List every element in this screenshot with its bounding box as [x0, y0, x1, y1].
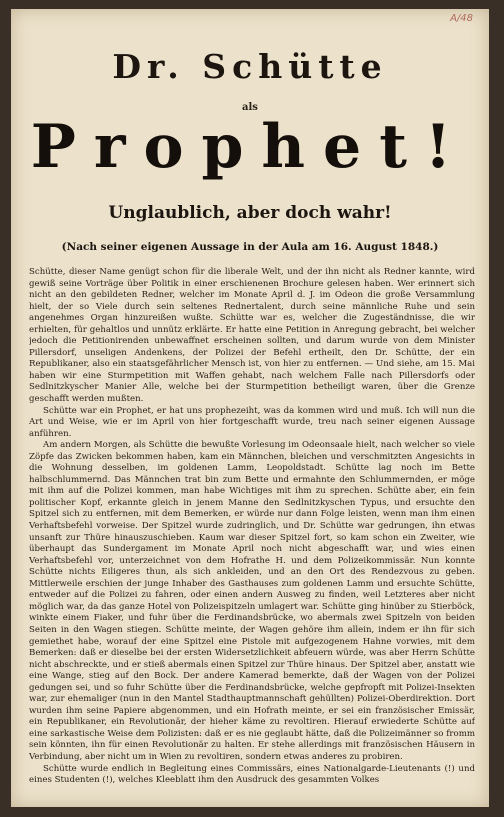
archive-pencil-mark: A/48 — [450, 13, 473, 24]
heading-source-line: (Nach seiner eigenen Aussage in der Aula am 16. August 1848.) — [61, 241, 439, 253]
paragraph: Am andern Morgen, als Schütte die bewußte Vorlesung im Odeonsaale hielt, nach welcher so viele Zöpfe das Zwicken bekommen haben, kam ein Männchen, bleichen und verschmitzten Angesichts in die Wohnung desselben, im goldenen Lamm, Leopoldstadt. Schütte lag noch im Bette halbschlummernd. Das Männchen trat bin zum Bette und ermahnte den Schlummernden, er möge mit ihm auf die Polizei kommen, man habe Wichtiges mit ihm zu sprechen. Schütte aber, ein fein politischer Kopf, erkannte gleich in jenem Manne den Sedlnitzkyschen Typus, und ersuchte den Spitzel sich zu entfernen, mit dem Bemerken, er würde nur dann Folge leisten, wenn man ihm einen Verhaftsbefehl vorweise. Der Spitzel wurde zudringlich, und Dr. Schütte war gedrungen, ihn etwas unsanft zur Thüre hinauszuschieben. Kaum war dieser Spitzel fort, so kam schon ein Zweiter, wie überhaupt das Sundergament im Monate April noch nicht abgeschafft war, und wies einen Verhaftsbefehl vor, unterzeichnet von dem Hofrathe H. und dem Polizeikommissär. Nun konnte Schütte nichts Eiligeres thun, als sich ankleiden, und an den Ort des Rendezvous zu geben. Mittlerweile erschien der junge Inhaber des Gasthauses zum goldenen Lamm und ersuchte Schütte, entweder auf die Polizei zu fahren, oder einen andern Ausweg zu finden, weil Letzteres aber nicht möglich war, da das ganze Hotel von Polizeispitzeln umlagert war. Schütte ging hinüber zu Stierböck, winkte einem Fiaker, und fuhr über die Ferdinandsbrücke, wo abermals zwei Spitzeln von beiden Seiten in den Wagen stiegen. Schütte meinte, der Wagen gehöre ihm allein, indem er ihn für sich gemiethet habe, worauf der eine Spitzel eine Pistole mit aufgezogenem Hahne vorwies, mit dem Bemerken: daß er dieselbe bei der ersten Widersetzlichkeit abfeuern würde, was aber Herrn Schütte nicht abschreckte, und er stieß abermals einen Spitzel zur Thüre hinaus. Der Spitzel aber, anstatt wie eine Wange, stieg auf den Bock. Der andere Kamerad bemerkte, daß der Wagen von der Polizei gedungen sei, und so fuhr Schütte über die Ferdinandsbrücke, welche gepfropft mit Polizei-Insekten war, zur ehemaliger (nun in den Mantel Stadthauptmannschaft gehüllten) Polizei-Oberdirektion. Dort wurden ihm seine Papiere abgenommen, und ein Hofrath meinte, er sei ein französischer Emissär, ein Republikaner, ein Revolutionär, der hieher käme zu revoltiren. Hierauf erwiederte Schütte auf eine sarkastische Weise dem Polizisten: daß er es nie geglaubt hätte, daß die Polizeimänner so fromm sein könnten, ihn für einen Revolutionär zu halten. Er stehe allerdings mit französischen Häusern in Verbindung, aber nicht um in Wien zu revoltiren, sondern etwas anderes zu probiren. — [29, 440, 475, 762]
paragraph: Schütte wurde endlich in Begleitung eines Commissärs, eines Nationalgarde-Lieutenants (!) und eines Studenten (!), welches Kleeblatt ihm den Ausdruck des gesammten Volkes — [29, 763, 475, 786]
paragraph: Schütte war ein Prophet, er hat uns prophezeiht, was da kommen wird und muß. Ich will nun die Art und Weise, wie er im April von hier fortgeschafft wurde, treu nach seiner eigenen Aussage anführen. — [29, 405, 475, 439]
article-body — [29, 267, 475, 799]
heading-subtitle: Unglaublich, aber doch wahr! — [108, 203, 392, 223]
broadside-sheet — [11, 9, 489, 807]
heading-als: als — [242, 102, 258, 113]
paragraph: Schütte, dieser Name genügt schon für die liberale Welt, und der ihn nicht als Redner kannte, wird gewiß seine Vorträge über Politik in einer erschienenen Brochure gelesen haben. Wer erinnert sich nicht an den gebildeten Redner, welcher im Monate April d. J. im Odeon die große Versammlung hielt, der so Viele durch sein seltenes Rednertalent, durch seine männliche Ruhe und sein angenehmes Organ hinzureißen wußte. Schütte war es, welcher die Zugeständnisse, die wir erhielten, für gehaltlos und unnütz erklärte. Er hatte eine Petition in Anregung gebracht, bei welcher jedoch die Petitionirenden unbewaffnet erscheinen sollten, und darum wurde von dem Minister Pillersdorf, unseligen Andenkens, der Polizei der Befehl ertheilt, den Dr. Schütte, der ein Republikaner, also ein staatsgefährlicher Mensch ist, von hier zu entfernen. — Und siehe, am 15. Mai haben wir eine Sturmpetition mit Waffen gehabt, nach welchem Falle nach Pillersdorfs oder Sedlnitzkyscher Manier Alle, welche bei der Sturmpetition betheiligt waren, über die Grenze geschafft werden mußten. — [29, 267, 475, 405]
heading-title: Prophet! — [30, 112, 470, 182]
heading-name: Dr. Schütte — [112, 47, 388, 86]
